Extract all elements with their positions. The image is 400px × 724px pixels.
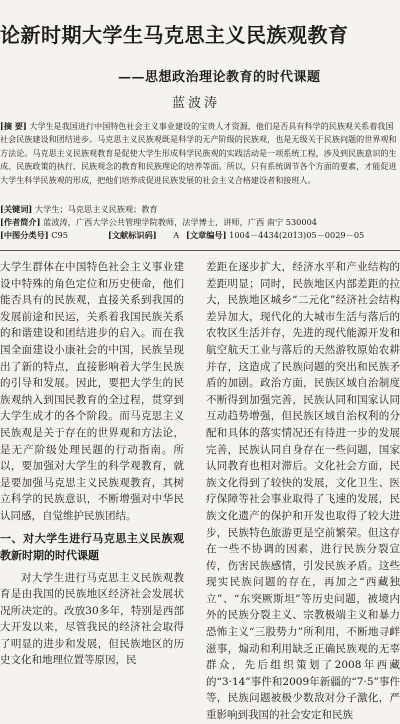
class-label: [中图分类号] — [0, 230, 49, 240]
article-number-value: 1004－4434(2013)05－0029－05 — [229, 230, 365, 240]
keywords-value: 大学生；马克思主义民族观；教育 — [34, 204, 158, 214]
class-value: C95 — [51, 230, 68, 240]
article-subtitle: ——思想政治理论教育的时代课题 — [118, 70, 321, 85]
right-paragraph: 差距在逐步扩大，经济水平和产业结构的差距明显；同时，民族地区内部差距的拉大，民族地区城乡“二元化”经济社会结构差异加大，现代化的大城市生活与落后的农牧区生活并存，先进的现代能源开发和航空航天工业与落后的天然游牧原始农耕并存，这造成了民族问题的突出和民族矛盾的加剧。政治方面，民族区域自治制度不断得到加强完善，民族认同和国家认同互动趋势增强，但民族区域自治权利的分配和具体的落实情况还有待进一步的发展完善，民族认同自身存在一些问题，国家认同教育也相对滞后。文化社会方面，民族文化得到了较快的发展，文化卫生、医疗保障等社会事业取得了飞速的发展，民族文化遗产的保护和开发也取得了较大进步，民族特色旅游更是空前繁荣。但这存在一些不协调的因素，进行民族分裂宣传，伤害民族感情，引发民族矛盾。这些现实民族问题的存在，再加之“西藏独立”、“东突厥斯坦”等历史问题，被境内外的民族分裂主义、宗教极端主义和暴力恐怖主义“三股势力”所利用，不断地寻衅滋事，煽动和利用缺乏正确民族观的无辜群众，先后组织策划了2008年西藏的“3·14”事件和2009年新疆的“7·5”事件等，民族问题被极少数敌对分子激化，严重影响到我国的社会安定和民族 — [206, 261, 400, 722]
body-column-left — [0, 259, 184, 669]
keywords-row — [0, 203, 400, 216]
author-info-value: 蓝波涛，广西大学公共管理学院教师，法学博士，讲师，广西 南宁 530004 — [43, 217, 318, 227]
classification-row — [0, 229, 400, 242]
article-number — [186, 229, 364, 242]
author-info-row — [0, 216, 400, 229]
doc-label: [文献标识码] — [108, 230, 157, 240]
doc-value: A — [173, 230, 180, 240]
doc-code — [108, 229, 186, 242]
intro-paragraph: 大学生群体在中国特色社会主义事业建设中特殊的角色定位和历史使命，他们能否具有的民族观，直接关系到我国的发展前途和民运，关系着我国民族关系的和谐建设和团结进步的启入。而在我国全面建设小康社会的中国，民族呈现出了新的特点，直接影响着大学生民族的引导和发展。因此，要把大学生的民族观纳入到国民教育的全过程，贯穿到大学生成才的各个阶段。而马克思主义民族观是关于存在的世界观和方法论，是无产阶级处理民题的行动指南。所以，要加强对大学生的科学观教育，就是要加强马克思主义民族观教育，其树立科学的民族意识，不断增强对中华民认同感，自觉维护民族团结。 — [0, 261, 184, 522]
body-column-right — [206, 259, 400, 724]
abstract-text: 大学生是我国进行中国特色社会主义事业建设的宝贵人才资源，他们是否具有科学的民族观关系着我国社会民族建设和团结进步。马克思主义民族观既是科学的无产阶级的民族观，也是无级关于民族问题的世界观和方法论。马克思主义民族观教育是促使大学生形成科学民族观的实践活动是一项系统工程，涉及到民族意识的生成、民族政策的执行、民族观念的教育和民族理论的培养等面。所以，只有系统调节各个方面的要素，才能促进大学生科学民族观的形成，把他们培养成促进民族发展的社会主义合格建设者和接班人。 — [0, 121, 397, 185]
abstract-tag: [摘 要] — [0, 121, 27, 131]
article-meta — [0, 203, 400, 242]
keywords-label: [关键词] — [0, 204, 33, 214]
class-number — [0, 229, 108, 242]
author-info-label: [作者简介] — [0, 217, 41, 227]
abstract-block — [0, 120, 400, 187]
article-title: 论新时期大学生马克思主义民族观教育 — [0, 23, 349, 47]
separator-rule — [0, 250, 400, 251]
article-number-label: [文章编号] — [186, 230, 227, 240]
section-heading: 一、对大学生进行马克思主义民族观教新时期的时代课题 — [0, 531, 184, 562]
article-author: 蓝波涛 — [172, 96, 221, 111]
section-paragraph: 对大学生进行马克思主义民族观教育是由我国的民族地区经济社会发展状况所决定的。改放30多年，特别是西部大开发以来，尽管我民的经济社会取得了明显的进步和发展，但民族地区的历史文化和地理位置等原因，民 — [0, 571, 184, 667]
